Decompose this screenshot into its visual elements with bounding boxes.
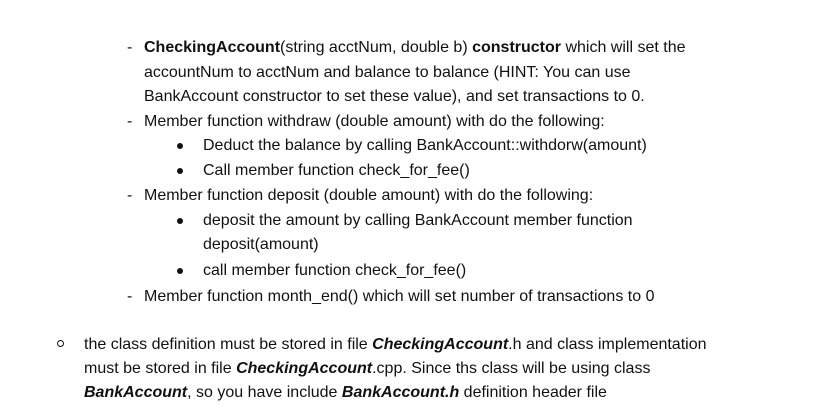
constructor-line-2: accountNum to acctNum and balance to balance (HINT: You can use: [144, 64, 631, 81]
classname-emphasis: BankAccount: [84, 384, 188, 401]
constructor-rest: which will set the: [561, 39, 686, 56]
storage-text: .h and class implementation: [508, 336, 707, 353]
withdraw-title: Member function withdraw (double amount) with do the following:: [144, 113, 605, 130]
storage-text: .cpp. Since ths class will be using class: [372, 360, 651, 377]
dash-marker: -: [127, 187, 133, 204]
dash-marker: -: [127, 288, 133, 305]
month-end-title: Member function month_end() which will set number of transactions to 0: [144, 288, 655, 305]
bullet-icon: [177, 143, 183, 149]
bullet-icon: [177, 218, 183, 224]
filename-emphasis: CheckingAccount: [372, 336, 509, 353]
storage-text: the class definition must be stored in file: [84, 336, 373, 353]
deposit-title: Member function deposit (double amount) with do the following:: [144, 187, 594, 204]
storage-text: , so you have include: [187, 384, 342, 401]
dash-marker: -: [127, 113, 133, 130]
storage-note-line-3: [84, 381, 607, 405]
circle-bullet-icon: [57, 340, 64, 347]
filename-emphasis: BankAccount.h: [341, 384, 460, 401]
storage-text: must be stored in file: [84, 360, 237, 377]
dash-marker: -: [127, 39, 133, 56]
constructor-params: (string acctNum, double b): [280, 39, 473, 56]
deposit-bullet-1-line-2: deposit(amount): [203, 236, 319, 253]
filename-emphasis: CheckingAccount: [236, 360, 373, 377]
storage-note-line-1: [84, 333, 707, 357]
constructor-line-1: [144, 36, 686, 60]
bullet-icon: [177, 268, 183, 274]
storage-note-line-2: [84, 357, 650, 381]
constructor-line-3: BankAccount constructor to set these value), and set transactions to 0.: [144, 88, 645, 105]
withdraw-bullet-2: Call member function check_for_fee(): [203, 162, 470, 179]
constructor-keyword: constructor: [472, 39, 561, 56]
withdraw-bullet-1: Deduct the balance by calling BankAccount::withdorw(amount): [203, 137, 647, 154]
deposit-bullet-1-line-1: deposit the amount by calling BankAccount member function: [203, 212, 633, 229]
deposit-bullet-2: call member function check_for_fee(): [203, 262, 467, 279]
storage-text: definition header file: [459, 384, 607, 401]
bullet-icon: [177, 168, 183, 174]
constructor-name: CheckingAccount: [144, 39, 281, 56]
